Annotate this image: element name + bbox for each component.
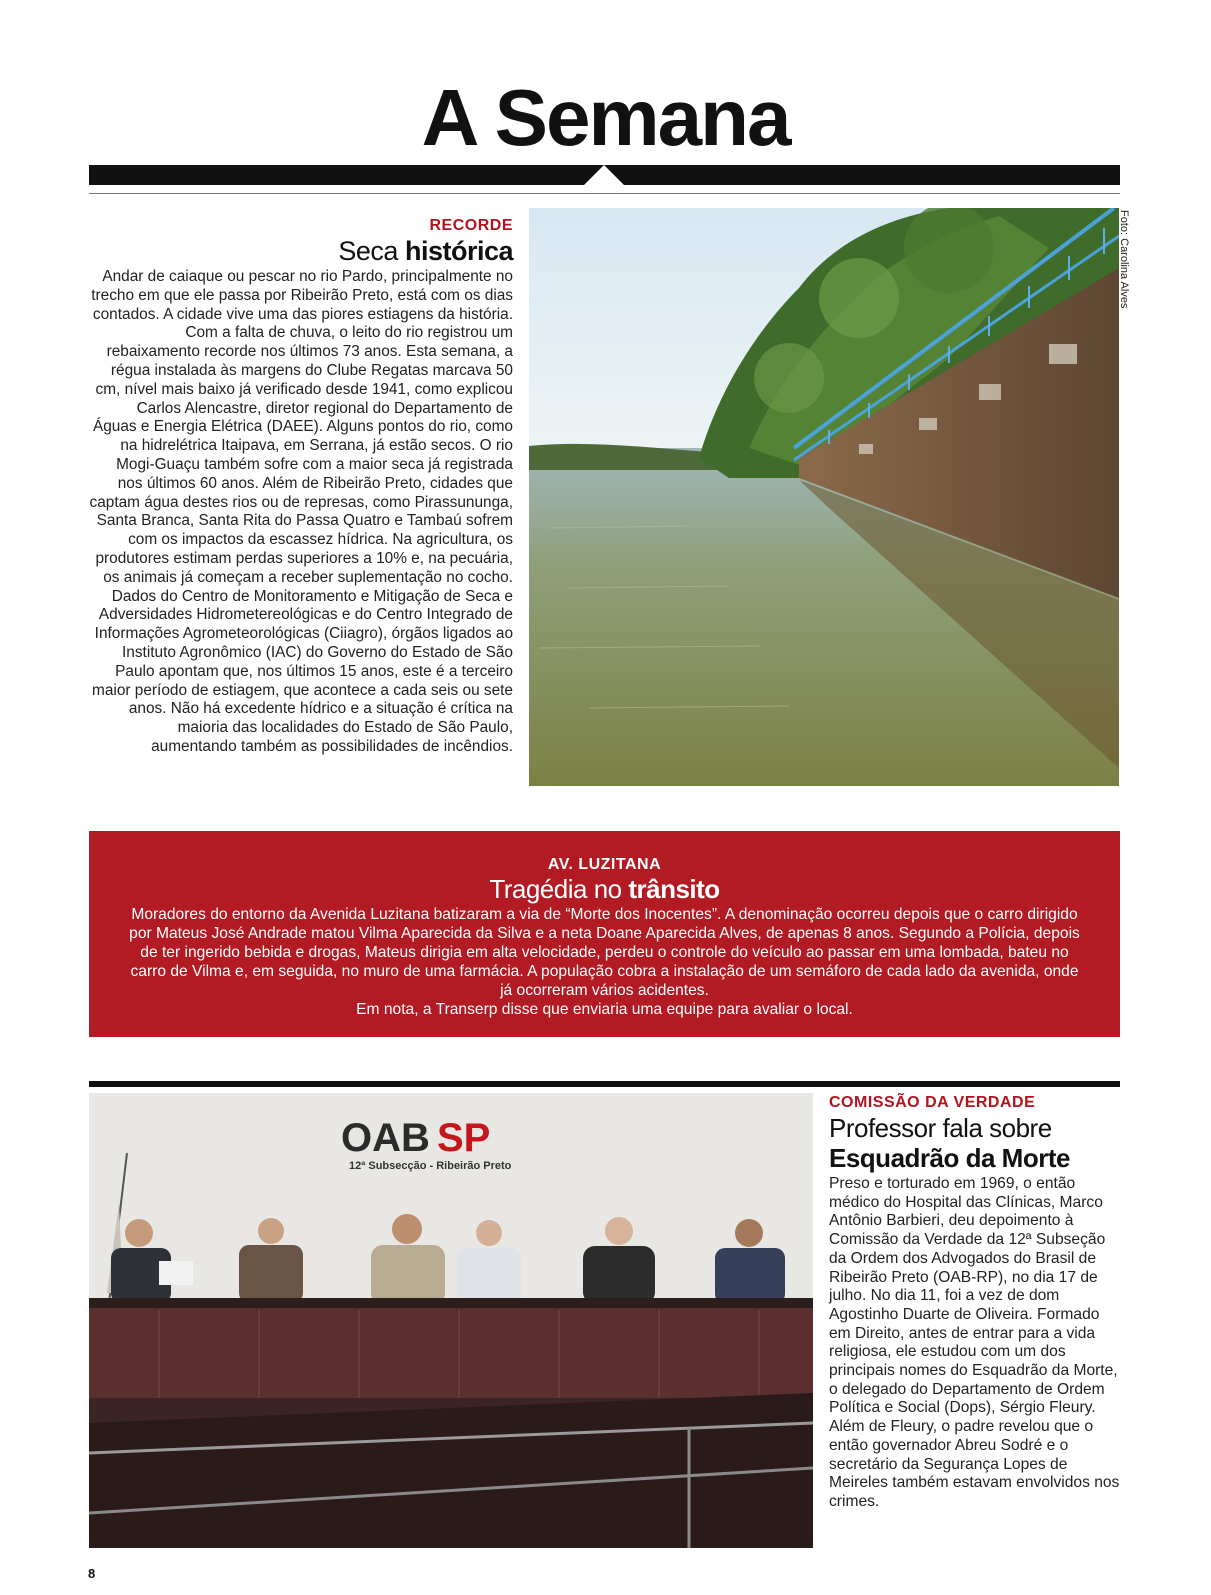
story-body-last: Em nota, a Transerp disse que enviaria uma equipe para avaliar o local. (356, 1001, 853, 1018)
story-headline-line1: Professor fala sobre (829, 1113, 1052, 1143)
oab-logo-sp: SP (437, 1116, 491, 1160)
headline-light: Seca (338, 236, 405, 266)
story-headline-line2 (829, 1143, 1120, 1173)
river-photo (529, 208, 1119, 786)
lower-section-rule (89, 1081, 1120, 1087)
river-photo-illustration (529, 208, 1119, 786)
headline-light: Tragédia no (489, 874, 629, 904)
section-title: A Semana (421, 73, 790, 162)
story-tragedia-transito (89, 831, 1120, 1037)
story-body: Preso e torturado em 1969, o então médico do Hospital das Clínicas, Marco Antônio Barbieri, deu depoimento à Comissão da Verdade da 12ª Subseção da Ordem dos Advogados do Brasil de Ribeirão Preto (OAB-RP), no dia 17 de julho. No dia 11, foi a vez de dom Agostinho Duarte de Oliveira. Formado em Direito, antes de entrar para a vida religiosa, ele estudou com um dos principais nomes do Esquadrão da Morte, o delegado do Departamento de Ordem Política e Social (Dops), Sérgio Fleury. Além de Fleury, o padre revelou que o então governador Abreu Sodré e o secretário da Segurança Lopes de Meireles também estavam envolvidos nos crimes. (829, 1175, 1120, 1510)
oab-panel-illustration (89, 1093, 813, 1548)
headline-bold: trânsito (628, 874, 720, 904)
story-headline (89, 236, 513, 266)
story-comissao-verdade (829, 1093, 1120, 1512)
oab-logo-sub: 12ª Subsecção - Ribeirão Preto (349, 1160, 512, 1172)
story-body: Andar de caiaque ou pescar no rio Pardo, principalmente no trecho em que ele passa por Ribeirão Preto, está com os dias contados. A cidade vive uma das piores estiagens da história. Com a falta de chuva, o leito do rio registrou um rebaixamento recorde nos últimos 73 anos. Esta semana, a régua instalada às margens do Clube Regatas marcava 50 cm, nível mais baixo já verificado desde 1941, como explicou Carlos Alencastre, diretor regional do Departamento de Águas e Energia Elétrica (DAEE). Alguns pontos do rio, como na hidrelétrica Itaipava, em Serrana, já estão secos. O rio Mogi-Guaçu também sofre com a maior seca já registrada nos últimos 60 anos. Além de Ribeirão Preto, cidades que captam água destes rios ou de represas, como Pirassununga, Santa Branca, Santa Rita do Passa Quatro e Tambaú sofrem com os impactos da escassez hídrica. Na agricultura, os produtores estimam perdas superiores a 10% e, na pecuária, os animais já começam a receber suplementação no cocho. Dados do Centro de Monitoramento e Mitigação de Seca e Adversidades Hidrometereológicas e do Centro Integrado de Informações Agrometeorológicas (Ciiagro), órgãos ligados ao Instituto Agronômico (IAC) do Governo do Estado de São Paulo apontam que, nos últimos 15 anos, este é a terceiro maior período de estiagem, que acontece a cada seis ou sete anos. Não há excedente hídrico e a situação é crítica na maioria das localidades do Estado de São Paulo, aumentando também as possibilidades de incêndios. (89, 268, 513, 755)
oab-panel-photo (89, 1093, 813, 1548)
story-kicker: AV. LUZITANA (547, 856, 662, 873)
story-headline (89, 875, 1120, 903)
story-kicker: COMISSÃO DA VERDADE (829, 1094, 1036, 1111)
header-thin-rule (89, 193, 1120, 194)
headline-bold: histórica (404, 236, 513, 266)
page-number: 8 (88, 1566, 96, 1581)
story-body-main: Moradores do entorno da Avenida Luzitana batizaram a via de “Morte dos Inocentes”. A denominação ocorreu depois que o carro dirigido por Mateus José Andrade matou Vilma Aparecida da Silva e a neta Doane Aparecida Alves, de apenas 8 anos. Segundo a Polícia, depois de ter ingerido bebida e drogas, Mateus dirigia em alta velocidade, perdeu o controle do veículo ao passar em uma lombada, bateu no carro de Vilma e, em seguida, no muro de uma farmácia. A população cobra a instalação de um semáforo de cada lado da avenida, onde já ocorreram vários acidentes. (129, 906, 1080, 999)
oab-logo-main: OAB (341, 1116, 430, 1160)
story-seca-historica (89, 216, 513, 757)
header-notch (584, 165, 624, 185)
story-body (125, 905, 1085, 1019)
photo-credit-text: Foto: Carolina Alves (1118, 210, 1130, 309)
headline-bold: Esquadrão da Morte (829, 1143, 1070, 1173)
photo-credit (1118, 210, 1132, 320)
story-kicker: RECORDE (429, 217, 513, 234)
